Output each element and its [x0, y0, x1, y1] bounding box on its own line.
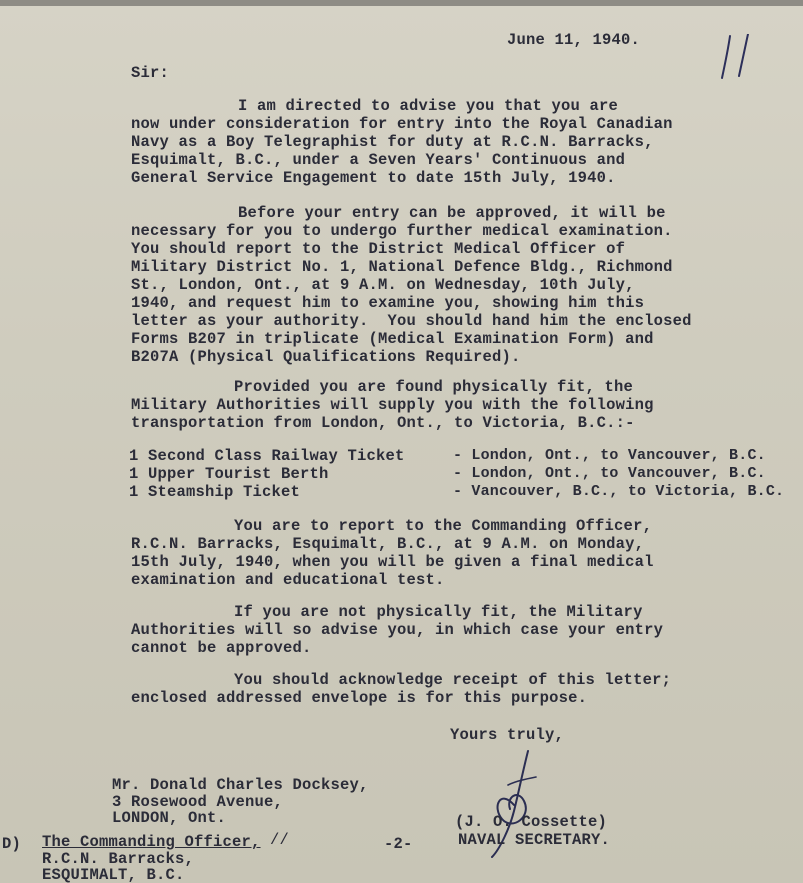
closing: Yours truly,: [450, 726, 565, 744]
p2-line: 1940, and request him to examine you, showing him this: [131, 294, 645, 312]
cc-line: ESQUIMALT, B.C.: [42, 866, 185, 883]
p2-line: necessary for you to undergo further medical examination.: [131, 222, 673, 240]
ticket-item: 1 Steamship Ticket: [129, 483, 301, 501]
p4-line: examination and educational test.: [131, 571, 445, 589]
ticket-route: - Vancouver, B.C., to Victoria, B.C.: [453, 483, 785, 500]
addressee-line: LONDON, Ont.: [112, 809, 227, 827]
salutation: Sir:: [131, 64, 170, 82]
cc-marker: D): [2, 835, 22, 853]
addressee-line: Mr. Donald Charles Docksey,: [112, 776, 369, 794]
ticket-route: - London, Ont., to Vancouver, B.C.: [453, 447, 766, 464]
letter-date: June 11, 1940.: [507, 31, 641, 49]
ticket-item: 1 Second Class Railway Ticket: [129, 447, 405, 465]
scan-edge: [0, 0, 803, 6]
p3-line: Military Authorities will supply you with the following: [131, 396, 654, 414]
p3-line: Provided you are found physically fit, the: [234, 378, 634, 396]
p2-line: St., London, Ont., at 9 A.M. on Wednesday, 10th July,: [131, 276, 635, 294]
addressee-line: 3 Rosewood Avenue,: [112, 793, 284, 811]
p1-line: Navy as a Boy Telegraphist for duty at R.C.N. Barracks,: [131, 133, 654, 151]
p5-line: Authorities will so advise you, in which case your entry: [131, 621, 664, 639]
handwritten-tick-mark: [718, 34, 758, 80]
signatory-title: NAVAL SECRETARY.: [458, 831, 611, 849]
p1-line: now under consideration for entry into the Royal Canadian: [131, 115, 673, 133]
p2-line: Forms B207 in triplicate (Medical Examination Form) and: [131, 330, 654, 348]
p2-line: letter as your authority. You should hand him the enclosed: [131, 312, 692, 330]
p3-line: transportation from London, Ont., to Victoria, B.C.:-: [131, 414, 635, 432]
p4-line: You are to report to the Commanding Officer,: [234, 517, 653, 535]
p5-line: If you are not physically fit, the Military: [234, 603, 643, 621]
cc-line: R.C.N. Barracks,: [42, 850, 195, 868]
signatory-name: (J. O. Cossette): [455, 813, 608, 831]
page-number: -2-: [384, 835, 413, 853]
p1-line: Esquimalt, B.C., under a Seven Years' Continuous and: [131, 151, 626, 169]
p4-line: R.C.N. Barracks, Esquimalt, B.C., at 9 A.M. on Monday,: [131, 535, 645, 553]
ticket-item: 1 Upper Tourist Berth: [129, 465, 329, 483]
p2-line: B207A (Physical Qualifications Required).: [131, 348, 521, 366]
p5-line: cannot be approved.: [131, 639, 312, 657]
cc-line: The Commanding Officer,: [42, 833, 261, 851]
p4-line: 15th July, 1940, when you will be given a final medical: [131, 553, 654, 571]
p2-line: You should report to the District Medical Officer of: [131, 240, 626, 258]
p1-line: General Service Engagement to date 15th July, 1940.: [131, 169, 616, 187]
p6-line: enclosed addressed envelope is for this purpose.: [131, 689, 588, 707]
p6-line: You should acknowledge receipt of this letter;: [234, 671, 672, 689]
ticket-route: - London, Ont., to Vancouver, B.C.: [453, 465, 766, 482]
cc-annotation-slash: //: [270, 831, 290, 849]
p1-line: I am directed to advise you that you are: [238, 97, 619, 115]
p2-line: Military District No. 1, National Defence Bldg., Richmond: [131, 258, 673, 276]
p2-line: Before your entry can be approved, it will be: [238, 204, 666, 222]
